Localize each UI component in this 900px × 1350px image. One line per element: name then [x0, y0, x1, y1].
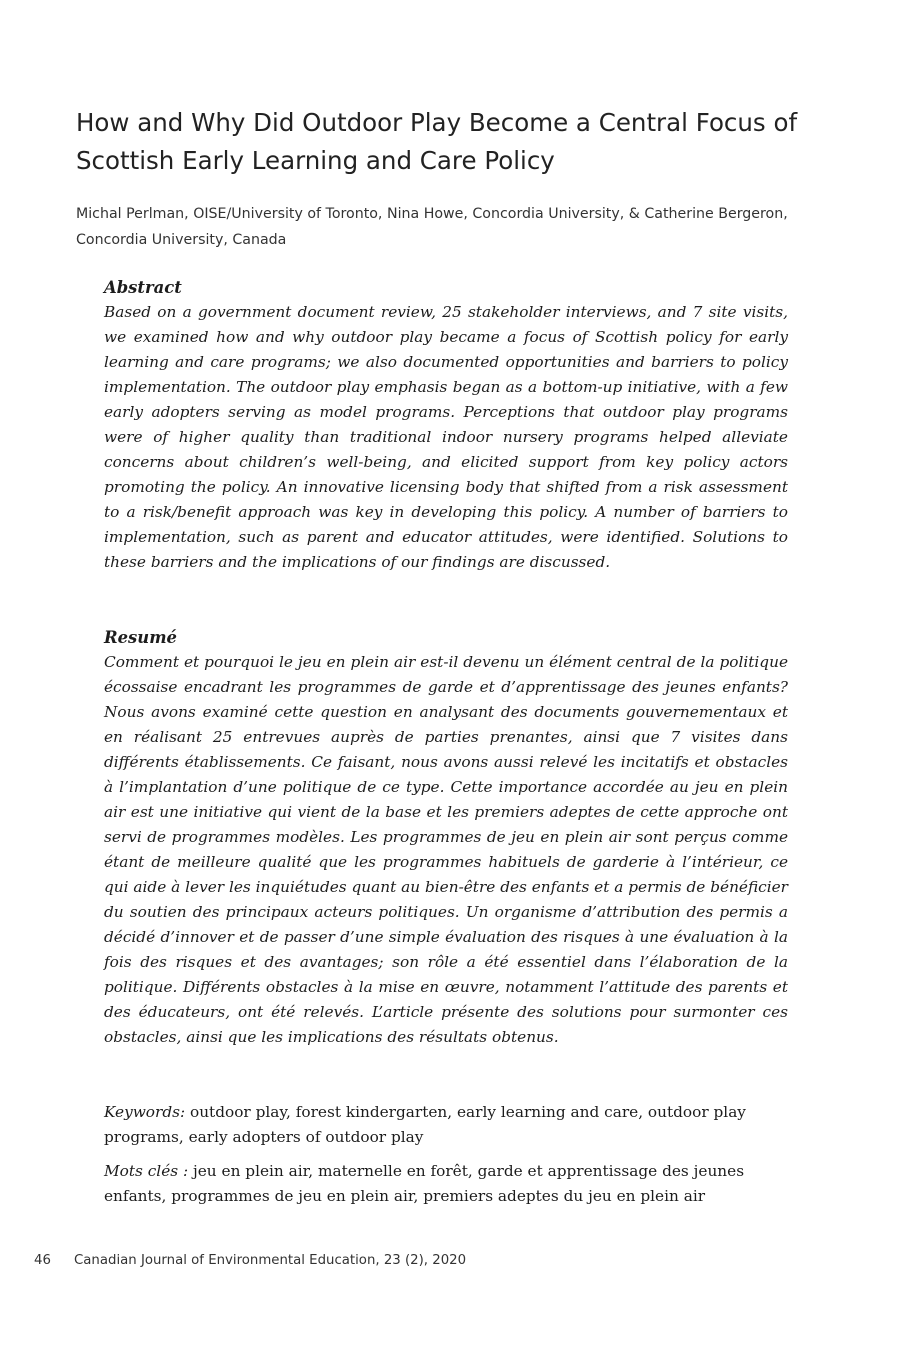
keywords-text: outdoor play, forest kindergarten, early learning and care, outdoor play programs, early adopters of outdoor play: [104, 1103, 746, 1146]
resume-heading: Resumé: [104, 628, 177, 647]
mots-cles-label: Mots clés :: [104, 1162, 189, 1180]
mots-cles-line: [104, 1159, 788, 1209]
keywords-label: Keywords:: [104, 1103, 186, 1121]
author-list: Michal Perlman, OISE/University of Toronto, Nina Howe, Concordia University, & Catherine Bergeron, Concordia University, Canada: [76, 206, 788, 248]
keywords-line: [104, 1100, 788, 1150]
mots-cles-text: jeu en plein air, maternelle en forêt, garde et apprentissage des jeunes enfants, programmes de jeu en plein air, premiers adeptes du jeu en plein air: [104, 1162, 745, 1205]
resume-section: [104, 625, 788, 1050]
abstract-heading: Abstract: [104, 278, 182, 297]
abstract-section: [104, 275, 788, 575]
page-number: 46: [34, 1253, 51, 1268]
journal-citation: Canadian Journal of Environmental Education, 23 (2), 2020: [74, 1253, 467, 1268]
abstract-text: Based on a government document review, 25 stakeholder interviews, and 7 site visits, we examined how and why outdoor play became a focus of Scottish policy for early learning and care programs; we also documented opportunities and barriers to policy implementation. The outdoor play emphasis began as a bottom-up initiative, with a few early adopters serving as model programs. Perceptions that outdoor play programs were of higher quality than traditional indoor nursery programs helped alleviate concerns about children’s well-being, and elicited support from key policy actors promoting the policy. An innovative licensing body that shifted from a risk assessment to a risk/benefit approach was key in developing this policy. A number of barriers to implementation, such as parent and educator attitudes, were identified. Solutions to these barriers and the implications of our findings are discussed.: [104, 303, 788, 571]
page-footer: [34, 1250, 734, 1272]
resume-text: Comment et pourquoi le jeu en plein air est-il devenu un élément central de la politique écossaise encadrant les programmes de garde et d’apprentissage des jeunes enfants? Nous avons examiné cette question en analysant des documents gouvernementaux et en réalisant 25 entrevues auprès de parties prenantes, ainsi que 7 visites dans différents établissements. Ce faisant, nous avons aussi relevé les incitatifs et obstacles à l’implantation d’une politique de ce type. Cette importance accordée au jeu en plein air est une initiative qui vient de la base et les premiers adeptes de cette approche ont servi de programmes modèles. Les programmes de jeu en plein air sont perçus comme étant de meilleure qualité que les programmes habituels de garderie à l’intérieur, ce qui aide à lever les inquiétudes quant au bien-être des enfants et a permis de bénéficier du soutien des principaux acteurs politiques. Un organisme d’attribution des permis a décidé d’innover et de passer d’une simple évaluation des risques à une évaluation à la fois des risques et des avantages; son rôle a été essentiel dans l’élaboration de la politique. Différents obstacles à la mise en œuvre, notamment l’attitude des parents et des éducateurs, ont été relevés. L’article présente des solutions pour surmonter ces obstacles, ainsi que les implications des résultats obtenus.: [104, 653, 788, 1046]
paper-title: How and Why Did Outdoor Play Become a Central Focus of Scottish Early Learning and Care Policy: [76, 108, 798, 175]
